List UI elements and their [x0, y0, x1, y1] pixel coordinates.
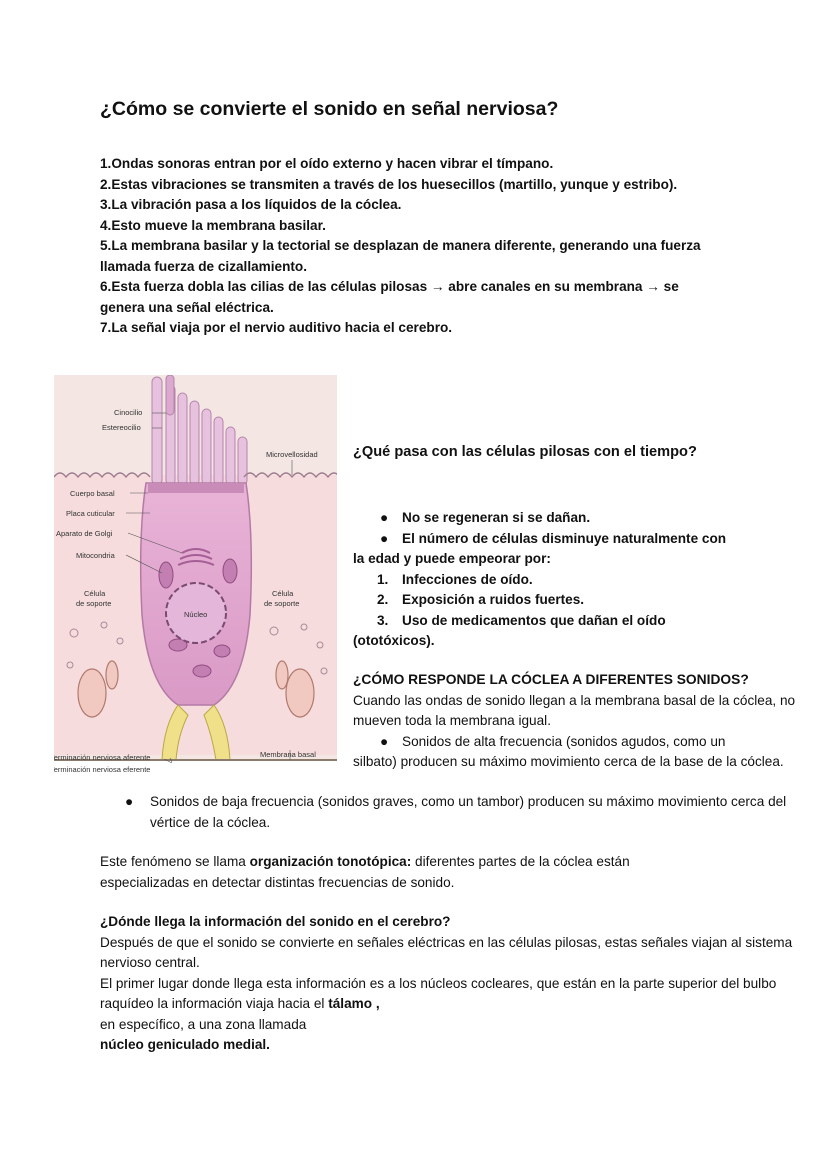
brain-paragraph-4: núcleo geniculado medial. [100, 1037, 270, 1052]
kinocilium [166, 375, 174, 415]
numbered-item [353, 590, 813, 611]
tonotopic-term: organización tonotópica: [249, 854, 412, 869]
label-cuerpo-basal: Cuerpo basal [70, 489, 115, 498]
brain-paragraph-1: Después de que el sonido se convierte en señales eléctricas en las células pilosas, estas señales viajan al sistema nervioso central. [100, 934, 793, 970]
tonotopic-post: diferentes partes de la cóclea están especializadas en detectar distintas frecuencias de sonido. [100, 854, 630, 890]
list-item-text: Sonidos de alta frecuencia (sonidos agudos, como un [402, 733, 726, 749]
item-number: 2. [377, 592, 389, 607]
step-item: 3.La vibración pasa a los líquidos de la cóclea. [100, 197, 402, 212]
list-item-continuation: la edad y puede empeorar por: [353, 551, 551, 566]
label-mitocondria: Mitocondria [76, 551, 115, 560]
item-number: 3. [377, 612, 389, 628]
item-number: 1. [377, 571, 389, 587]
cuticular-plate [148, 483, 244, 493]
brain-title: ¿Dónde llega la información del sonido en el cerebro? [100, 914, 451, 929]
numbered-item [353, 570, 813, 591]
bullet-icon: ● [380, 510, 389, 525]
step-item: 5.La membrana basilar y la tectorial se desplazan de manera diferente, generando una fuerza llamada fuerza de cizallamiento. [100, 238, 701, 274]
page-title: ¿Cómo se convierte el sonido en señal nerviosa? [100, 98, 559, 120]
item-text: Infecciones de oído. [402, 571, 533, 587]
brain-section [100, 912, 810, 1056]
label-aparato-golgi: Aparato de Golgi [56, 529, 113, 538]
tonotopic-pre: Este fenómeno se llama [100, 854, 250, 869]
hair-cell-figure [54, 375, 337, 785]
step-item: 4.Esto mueve la membrana basilar. [100, 217, 326, 233]
label-celula-soporte-right-2: de soporte [264, 599, 300, 608]
hair-cells-section [353, 442, 813, 463]
step-item: 7.La señal viaja por el nervio auditivo hacia el cerebro. [100, 320, 453, 335]
label-celula-soporte-left-2: de soporte [76, 599, 112, 608]
brain-p2-post: , [372, 996, 380, 1011]
tonotopic-paragraph [100, 852, 720, 893]
cochlea-title: ¿CÓMO RESPONDE LA CÓCLEA A DIFERENTES SONIDOS? [353, 672, 749, 687]
label-terminacion-aferente: Terminación nerviosa aferente [54, 753, 151, 762]
label-terminacion-eferente: Terminación nerviosa eferente [54, 765, 151, 774]
hair-cell-illustration [54, 375, 337, 785]
step-item: 6.Esta fuerza dobla las cilias de las células pilosas → abre canales en su membrana → se genera una señal eléctrica. [100, 279, 679, 315]
label-membrana-basal: Membrana basal [260, 750, 316, 759]
cochlea-section [353, 670, 813, 773]
low-frequency-item [125, 792, 815, 833]
step-item: 2.Estas vibraciones se transmiten a través de los huesecillos (martillo, yunque y estribo). [100, 176, 678, 192]
list-item-text: Sonidos de baja frecuencia (sonidos graves, como un tambor) producen su máximo movimiento cerca del vértice de la cóclea. [150, 794, 787, 830]
bullet-icon: ● [125, 794, 134, 809]
item-text: Uso de medicamentos que dañan el oído [402, 612, 666, 628]
item-text: Exposición a ruidos fuertes. [402, 592, 585, 607]
label-estereocilio: Estereocilio [102, 423, 141, 432]
brain-p2-term: tálamo [328, 996, 373, 1011]
label-celula-soporte-left: Célula [84, 589, 106, 598]
cochlea-intro: Cuando las ondas de sonido llegan a la membrana basal de la cóclea, no mueven toda la membrana igual. [353, 692, 796, 728]
label-placa-cuticular: Placa cuticular [66, 509, 115, 518]
brain-paragraph-2 [100, 974, 810, 1015]
hair-cells-list [353, 508, 813, 652]
label-nucleo: Núcleo [184, 610, 208, 619]
step-item: 1.Ondas sonoras entran por el oído externo y hacen vibrar el tímpano. [100, 156, 554, 171]
bullet-icon: ● [380, 530, 389, 546]
label-cinocilio: Cinocilio [114, 408, 143, 417]
hair-cells-title: ¿Qué pasa con las células pilosas con el tiempo? [353, 444, 697, 460]
list-item-continuation: silbato) producen su máximo movimiento cerca de la base de la cóclea. [353, 754, 784, 769]
brain-paragraph-3: en específico, a una zona llamada [100, 1016, 307, 1032]
numbered-item [353, 611, 813, 632]
label-celula-soporte-right: Célula [272, 589, 294, 598]
numbered-item-continuation: (ototóxicos). [353, 633, 435, 648]
steps-list [100, 154, 710, 339]
list-item [353, 508, 813, 529]
bullet-icon: ● [380, 733, 389, 749]
list-item-text: El número de células disminuye naturalmente con [402, 530, 727, 546]
brain-p2-text: El primer lugar donde llega esta información es a los núcleos cocleares, que están en la parte superior del bulbo raquídeo la información viaja hacia el [100, 975, 777, 1011]
list-item [353, 732, 813, 753]
label-microvellosidad: Microvellosidad [266, 450, 318, 459]
list-item-text: No se regeneran si se dañan. [402, 510, 591, 525]
list-item [353, 529, 813, 550]
